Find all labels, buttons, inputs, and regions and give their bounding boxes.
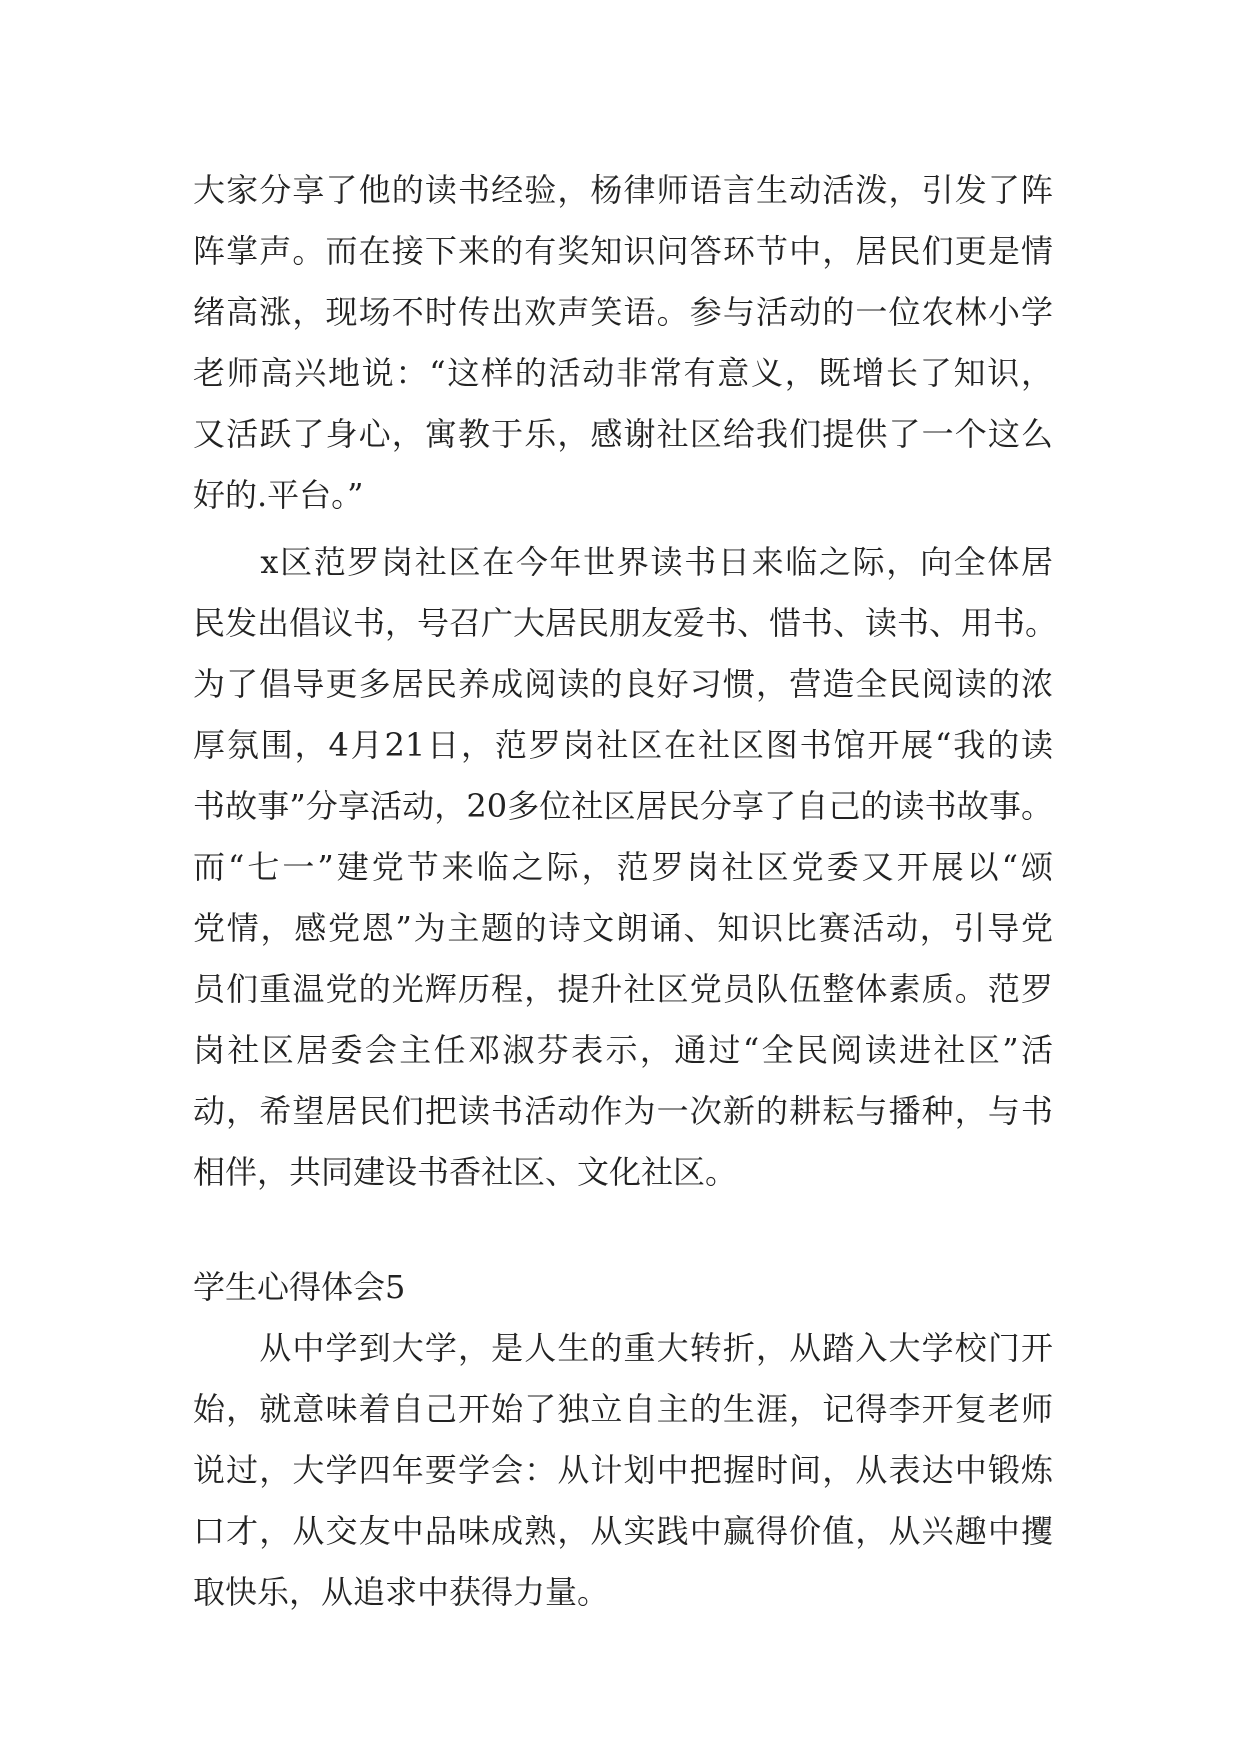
text-line: 员们重温党的光辉历程，提升社区党员队伍整体素质。范罗 <box>193 970 1053 1008</box>
text-line: 好的.平台。” <box>193 476 364 514</box>
paragraph-community-reading <box>193 532 1058 1203</box>
text-line: 绪高涨，现场不时传出欢声笑语。参与活动的一位农林小学 <box>193 293 1053 331</box>
text-line: 又活跃了身心，寓教于乐，感谢社区给我们提供了一个这么 <box>193 415 1053 453</box>
text-line: 民发出倡议书，号召广大居民朋友爱书、惜书、读书、用书。 <box>193 604 1058 642</box>
text-line: 动，希望居民们把读书活动作为一次新的耕耘与播种，与书 <box>193 1092 1053 1130</box>
text-line: 大家分享了他的读书经验，杨律师语言生动活泼，引发了阵 <box>193 171 1053 209</box>
text-line: 为了倡导更多居民养成阅读的良好习惯，营造全民阅读的浓 <box>193 665 1053 703</box>
text-line: 从中学到大学，是人生的重大转折，从踏入大学校门开 <box>193 1329 1053 1367</box>
text-line: 厚氛围，4月21日，范罗岗社区在社区图书馆开展“我的读 <box>193 726 1053 764</box>
section-heading: 学生心得体会5 <box>193 1268 406 1306</box>
text-line: 党情，感党恩”为主题的诗文朗诵、知识比赛活动，引导党 <box>193 909 1053 947</box>
text-line: 口才，从交友中品味成熟，从实践中赢得价值，从兴趣中攫 <box>193 1512 1053 1550</box>
paragraph-university-experience <box>193 1318 1053 1623</box>
text-line: 始，就意味着自己开始了独立自主的生涯，记得李开复老师 <box>193 1390 1053 1428</box>
text-line: 相伴，共同建设书香社区、文化社区。 <box>193 1153 738 1191</box>
text-line: 岗社区居委会主任邓淑芬表示，通过“全民阅读进社区”活 <box>193 1031 1053 1069</box>
text-line: 而“七一”建党节来临之际，范罗岗社区党委又开展以“颂 <box>193 848 1053 886</box>
text-line: 取快乐，从追求中获得力量。 <box>193 1573 610 1611</box>
text-line: 老师高兴地说：“这样的活动非常有意义，既增长了知识， <box>193 354 1053 392</box>
document-page <box>193 160 1058 1623</box>
text-line: 书故事”分享活动，20多位社区居民分享了自己的读书故事。 <box>193 787 1053 825</box>
paragraph-reading-share <box>193 160 1053 526</box>
text-line: 阵掌声。而在接下来的有奖知识问答环节中，居民们更是情 <box>193 232 1053 270</box>
text-line: x区范罗岗社区在今年世界读书日来临之际，向全体居 <box>193 543 1053 581</box>
text-line: 说过，大学四年要学会：从计划中把握时间，从表达中锻炼 <box>193 1451 1053 1489</box>
